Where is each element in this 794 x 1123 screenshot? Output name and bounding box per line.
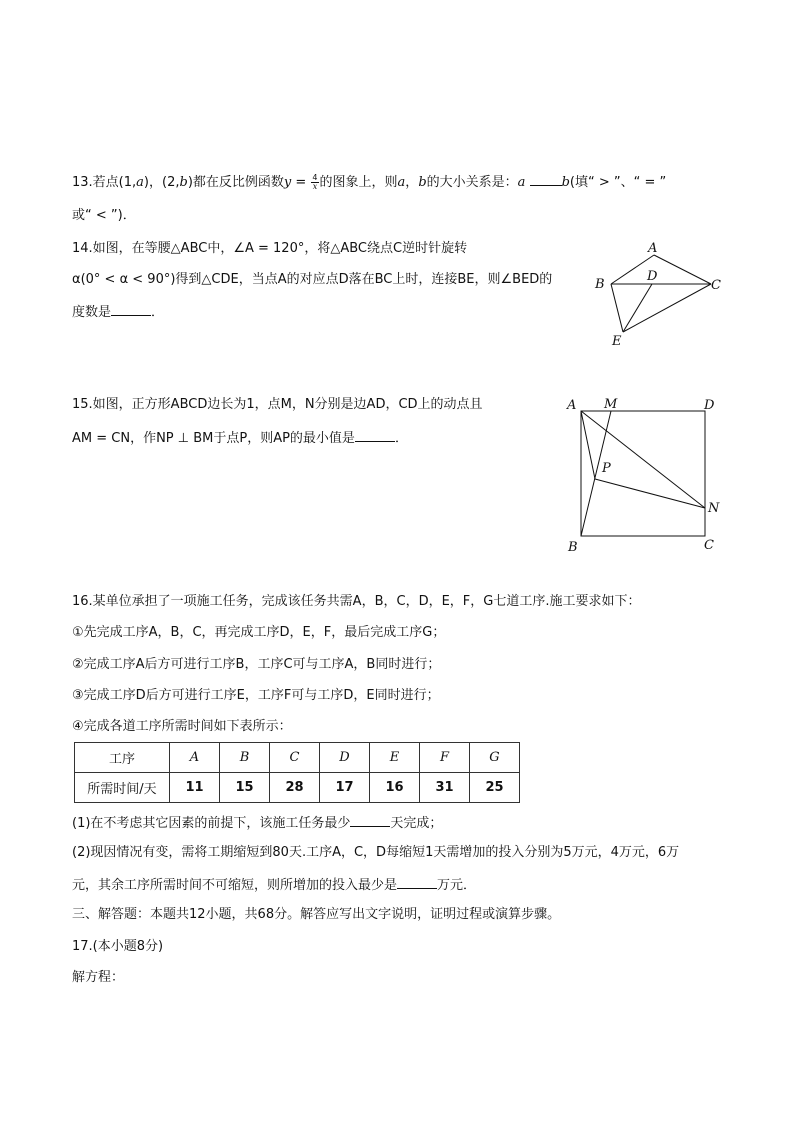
table-header-cell: B <box>220 743 270 773</box>
label-A: A <box>567 398 577 413</box>
q16-sub-1: (1)在不考虑其它因素的前提下，该施工任务最少 天完成； <box>72 813 442 833</box>
q16-sub-2-line-2: 元，其余工序所需时间不可缩短，则所增加的投入最少是 万元． <box>72 875 476 895</box>
q14-line-3: 度数是 ． <box>72 302 164 322</box>
table-cell: 11 <box>170 773 220 803</box>
q16-item-4: ④完成各道工序所需时间如下表所示： <box>72 719 292 734</box>
q17-prompt: 解方程： <box>72 970 125 985</box>
q14-line-1: 14.如图，在等腰△ABC中，∠A = 120°，将△ABC绕点C逆时针旋转 <box>72 241 468 256</box>
fraction-4-over-x: $\frac{4}{x}$ <box>312 173 318 191</box>
q16-item-3: ③完成工序D后方可进行工序E，工序F可与工序D，E同时进行； <box>72 688 440 703</box>
table-header-row <box>75 743 520 773</box>
table-row <box>75 773 520 803</box>
process-time-table <box>74 742 520 803</box>
label-B: B <box>595 277 605 292</box>
label-D: D <box>647 269 658 284</box>
label-C: C <box>711 278 721 293</box>
label-D: D <box>704 398 715 413</box>
q13-line-1: 13.若点(1,a)，(2,b)都在反比例函数y = $\frac{4}{x}$ 的图象上，则a，b的大小关系是：a b(填“ > ”、“ = ” <box>72 173 667 191</box>
table-header-cell: E <box>370 743 420 773</box>
label-E: E <box>612 334 622 349</box>
q15-line-2: AM = CN，作NP ⊥ BM于点P，则AP的最小值是 ． <box>72 428 408 448</box>
label-A: A <box>648 241 658 256</box>
table-cell: 25 <box>470 773 520 803</box>
table-cell: 15 <box>220 773 270 803</box>
label-N: N <box>708 501 720 516</box>
answer-blank[interactable] <box>397 875 437 889</box>
q16-item-2: ②完成工序A后方可进行工序B，工序C可与工序A，B同时进行； <box>72 657 441 672</box>
q14-line-2: α(0° < α < 90°)得到△CDE，当点A的对应点D落在BC上时，连接BE，则∠BED的 <box>72 272 553 287</box>
answer-blank[interactable] <box>111 302 151 316</box>
answer-blank[interactable] <box>530 172 562 186</box>
triangle-figure <box>590 236 730 350</box>
answer-blank[interactable] <box>355 428 395 442</box>
table-header-cell: G <box>470 743 520 773</box>
table-cell: 31 <box>420 773 470 803</box>
label-B: B <box>568 540 578 555</box>
answer-blank[interactable] <box>350 813 390 827</box>
square-figure <box>563 392 728 558</box>
table-header-label: 工序 <box>75 743 170 773</box>
q13-line-2: 或“ < ”)． <box>72 208 136 223</box>
label-C: C <box>704 538 714 553</box>
table-row-label: 所需时间/天 <box>75 773 170 803</box>
table-cell: 16 <box>370 773 420 803</box>
table-header-cell: D <box>320 743 370 773</box>
label-P: P <box>602 461 611 476</box>
q16-item-1: ①先完成工序A，B，C，再完成工序D，E，F，最后完成工序G； <box>72 625 446 640</box>
q17-title: 17.(本小题8分) <box>72 939 164 954</box>
table-cell: 17 <box>320 773 370 803</box>
table-cell: 28 <box>270 773 320 803</box>
q15-line-1: 15.如图，正方形ABCD边长为1，点M，N分别是边AD，CD上的动点且 <box>72 397 483 412</box>
section-3-title: 三、解答题：本题共12小题，共68分。解答应写出文字说明，证明过程或演算步骤。 <box>72 907 561 922</box>
label-M: M <box>604 397 618 412</box>
q16-line-1: 16.某单位承担了一项施工任务，完成该任务共需A，B，C，D，E，F，G七道工序.施工要求如下： <box>72 594 641 609</box>
table-header-cell: A <box>170 743 220 773</box>
q16-sub-2-line-1: (2)现因情况有变，需将工期缩短到80天.工序A，C，D每缩短1天需增加的投入分别为5万元，4万元，6万 <box>72 845 680 860</box>
table-header-cell: C <box>270 743 320 773</box>
table-header-cell: F <box>420 743 470 773</box>
